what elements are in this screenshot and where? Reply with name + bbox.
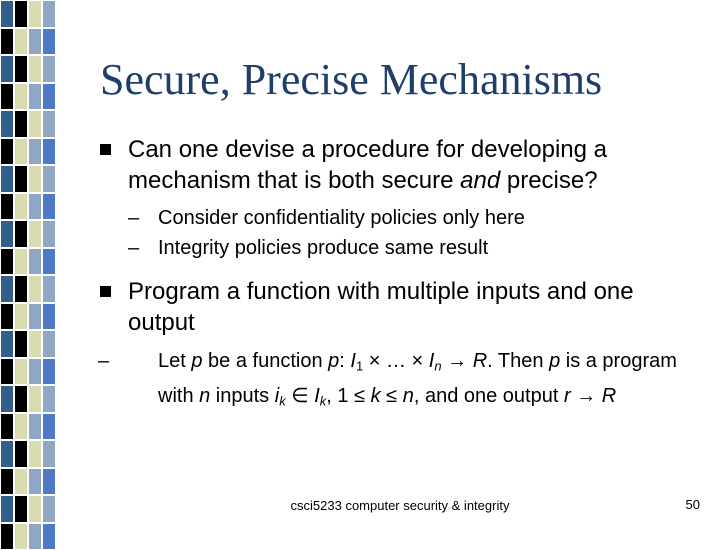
text-run: : — [339, 350, 350, 372]
strip-tile — [42, 0, 56, 28]
strip-tile — [14, 275, 28, 303]
math-subscript: k — [279, 394, 286, 409]
bullet-2: Program a function with multiple inputs and one output — [128, 276, 698, 338]
page-number: 50 — [660, 497, 700, 512]
strip-tile — [28, 193, 42, 221]
strip-tile — [0, 220, 14, 248]
math-var: R — [602, 385, 616, 407]
strip-tile — [14, 495, 28, 523]
text-run: inputs — [210, 385, 274, 407]
strip-tile — [14, 138, 28, 166]
strip-tile — [14, 165, 28, 193]
strip-tile — [14, 413, 28, 441]
text-run: . Then — [487, 350, 549, 372]
text-run: be a function — [202, 350, 328, 372]
strip-tile — [14, 523, 28, 550]
strip-tile — [42, 193, 56, 221]
strip-tile — [42, 165, 56, 193]
element-of-symbol: ∈ — [286, 385, 315, 407]
strip-tile — [0, 55, 14, 83]
strip-tile — [28, 303, 42, 331]
strip-tile — [42, 55, 56, 83]
strip-tile — [0, 165, 14, 193]
strip-tile — [28, 358, 42, 386]
bullet-1-text-b: precise? — [500, 167, 597, 194]
strip-tile — [0, 193, 14, 221]
strip-tile — [0, 413, 14, 441]
strip-tile — [14, 303, 28, 331]
strip-tile — [28, 468, 42, 496]
decorative-side-strip — [0, 0, 56, 540]
strip-tile — [28, 413, 42, 441]
strip-tile — [42, 413, 56, 441]
math-subscript: k — [320, 394, 327, 409]
strip-tile — [28, 110, 42, 138]
strip-tile — [0, 495, 14, 523]
math-var: I — [350, 350, 356, 372]
text-run: ≤ — [381, 385, 403, 407]
math-var: i — [275, 385, 279, 407]
strip-tile — [14, 248, 28, 276]
strip-tile — [14, 193, 28, 221]
strip-tile — [28, 83, 42, 111]
strip-tile — [28, 220, 42, 248]
sub-bullet-text: Consider confidentiality policies only here — [158, 207, 525, 229]
arrow-symbol: → — [442, 350, 473, 372]
text-run: , and one output — [414, 385, 564, 407]
strip-tile — [28, 440, 42, 468]
strip-tile — [28, 138, 42, 166]
strip-tile — [28, 248, 42, 276]
dash-marker: – — [128, 346, 158, 376]
sub-bullet-text: Integrity policies produce same result — [158, 237, 488, 259]
strip-tile — [0, 110, 14, 138]
strip-tile — [28, 523, 42, 550]
strip-tile — [14, 0, 28, 28]
strip-tile — [0, 28, 14, 56]
math-var: n — [199, 385, 210, 407]
strip-tile — [28, 165, 42, 193]
math-var: R — [473, 350, 487, 372]
sub-bullet-2-1 — [128, 346, 698, 417]
math-var: p — [191, 350, 202, 372]
strip-tile — [42, 275, 56, 303]
math-var: I — [429, 350, 435, 372]
text-run: is a program with — [158, 350, 677, 407]
math-subscript: 1 — [356, 358, 363, 373]
strip-tile — [14, 358, 28, 386]
bullet-1-text-a: Can one devise a procedure for developing a mechanism that is both secure — [128, 136, 607, 194]
arrow-symbol: → — [571, 385, 602, 407]
strip-tile — [0, 138, 14, 166]
strip-tile — [42, 28, 56, 56]
strip-tile — [14, 55, 28, 83]
bullet-1 — [128, 134, 698, 196]
strip-tile — [42, 248, 56, 276]
math-var: n — [403, 385, 414, 407]
strip-tile — [14, 385, 28, 413]
strip-tile — [0, 275, 14, 303]
strip-tile — [14, 468, 28, 496]
text-run: , 1 ≤ — [326, 385, 370, 407]
strip-tile — [0, 385, 14, 413]
slide-title: Secure, Precise Mechanisms — [100, 56, 700, 104]
strip-tile — [0, 358, 14, 386]
strip-tile — [42, 220, 56, 248]
footer-course-title: csci5233 computer security & integrity — [290, 497, 510, 514]
strip-tile — [14, 440, 28, 468]
math-var: k — [371, 385, 381, 407]
math-var: I — [314, 385, 320, 407]
math-var: p — [328, 350, 339, 372]
strip-tile — [0, 440, 14, 468]
strip-tile — [0, 523, 14, 550]
math-op: × … × — [363, 350, 429, 372]
strip-tile — [14, 110, 28, 138]
strip-tile — [42, 138, 56, 166]
strip-tile — [0, 468, 14, 496]
strip-tile — [28, 55, 42, 83]
bullet-1-emphasis: and — [460, 167, 500, 194]
strip-tile — [28, 495, 42, 523]
strip-tile — [14, 220, 28, 248]
strip-tile — [42, 468, 56, 496]
strip-tile — [14, 83, 28, 111]
strip-tile — [42, 110, 56, 138]
strip-tile — [28, 0, 42, 28]
strip-tile — [0, 303, 14, 331]
strip-tile — [42, 83, 56, 111]
strip-tile — [28, 385, 42, 413]
strip-tile — [28, 28, 42, 56]
math-var: r — [564, 385, 571, 407]
dash-marker: – — [128, 233, 158, 263]
strip-tile — [28, 330, 42, 358]
strip-tile — [0, 330, 14, 358]
strip-tile — [42, 385, 56, 413]
strip-tile — [42, 495, 56, 523]
strip-tile — [42, 358, 56, 386]
strip-tile — [28, 275, 42, 303]
strip-tile — [42, 523, 56, 550]
sub-bullet-1-2 — [128, 233, 698, 263]
math-var: p — [549, 350, 560, 372]
dash-marker: – — [128, 203, 158, 233]
bullet-square-icon — [100, 286, 111, 297]
strip-tile — [42, 330, 56, 358]
strip-tile — [42, 303, 56, 331]
strip-tile — [14, 28, 28, 56]
strip-tile — [0, 248, 14, 276]
sub-bullet-1-1 — [128, 203, 698, 233]
math-subscript: n — [434, 358, 441, 373]
strip-tile — [0, 0, 14, 28]
text-run: Let — [158, 350, 191, 372]
strip-tile — [0, 83, 14, 111]
strip-tile — [42, 440, 56, 468]
strip-tile — [14, 330, 28, 358]
bullet-square-icon — [100, 144, 111, 155]
